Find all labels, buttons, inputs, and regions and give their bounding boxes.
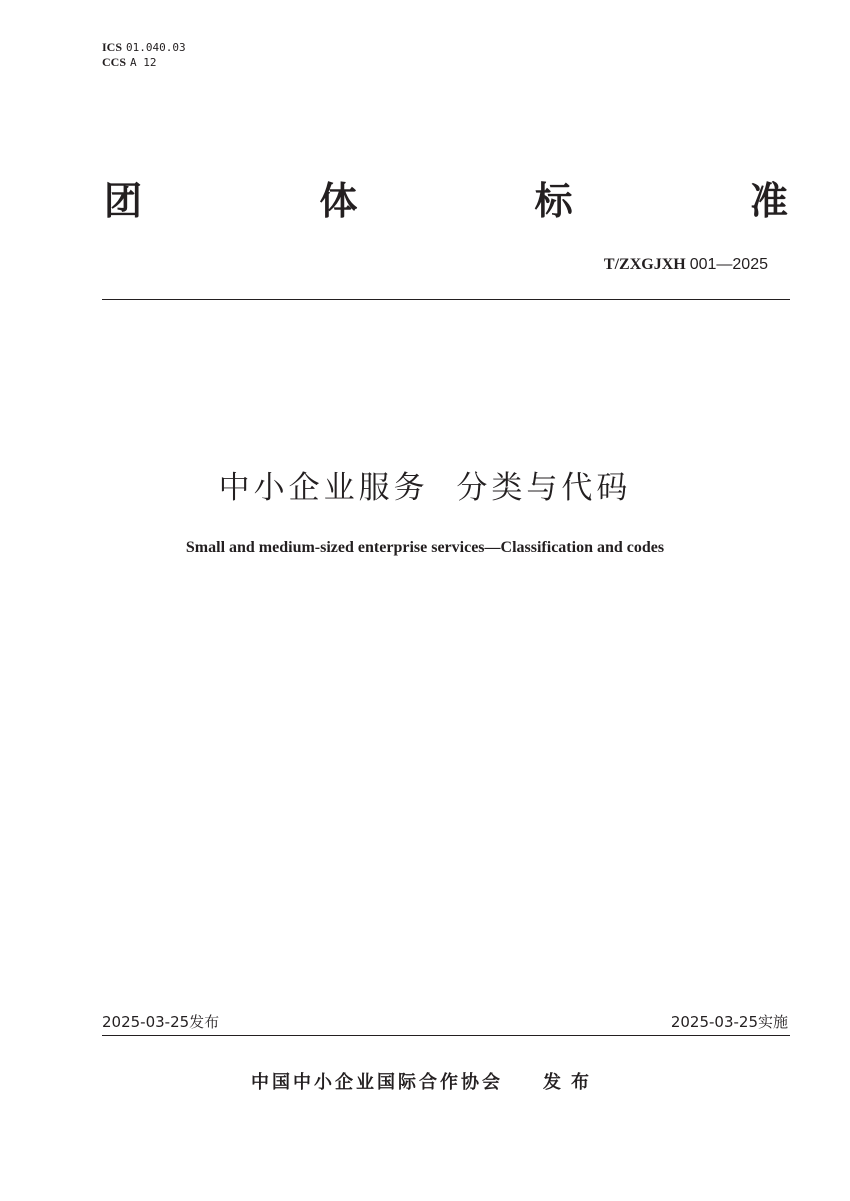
standard-type-heading — [104, 176, 788, 226]
standard-type-char: 准 — [749, 179, 788, 223]
standard-type-char: 标 — [534, 179, 573, 223]
standard-type-char: 团 — [104, 179, 143, 223]
issuer-action: 发布 — [543, 1072, 599, 1093]
bottom-divider — [102, 1035, 790, 1036]
title-english: Small and medium-sized enterprise services—Classification and codes — [185, 539, 665, 556]
standard-number — [604, 254, 768, 274]
issuer-line — [0, 1068, 850, 1094]
ics-label: ICS — [102, 40, 123, 54]
ics-value: 01.040.03 — [126, 41, 186, 54]
top-divider — [102, 299, 790, 300]
standard-number-prefix: T/ZXGJXH — [603, 256, 686, 273]
ccs-code — [102, 55, 186, 70]
standard-number-value: 001—2025 — [689, 256, 768, 273]
title-chinese: 中小企业服务 分类与代码 — [218, 470, 632, 506]
ics-code — [102, 40, 186, 55]
ccs-label: CCS — [102, 55, 127, 69]
classification-codes — [102, 40, 186, 70]
implementation-date: 2025-03-25实施 — [670, 1013, 788, 1031]
release-date: 2025-03-25发布 — [102, 1013, 220, 1031]
standard-type-char: 体 — [319, 179, 358, 223]
ccs-value: A 12 — [130, 56, 157, 69]
issuer-organization: 中国中小企业国际合作协会 — [251, 1072, 503, 1093]
